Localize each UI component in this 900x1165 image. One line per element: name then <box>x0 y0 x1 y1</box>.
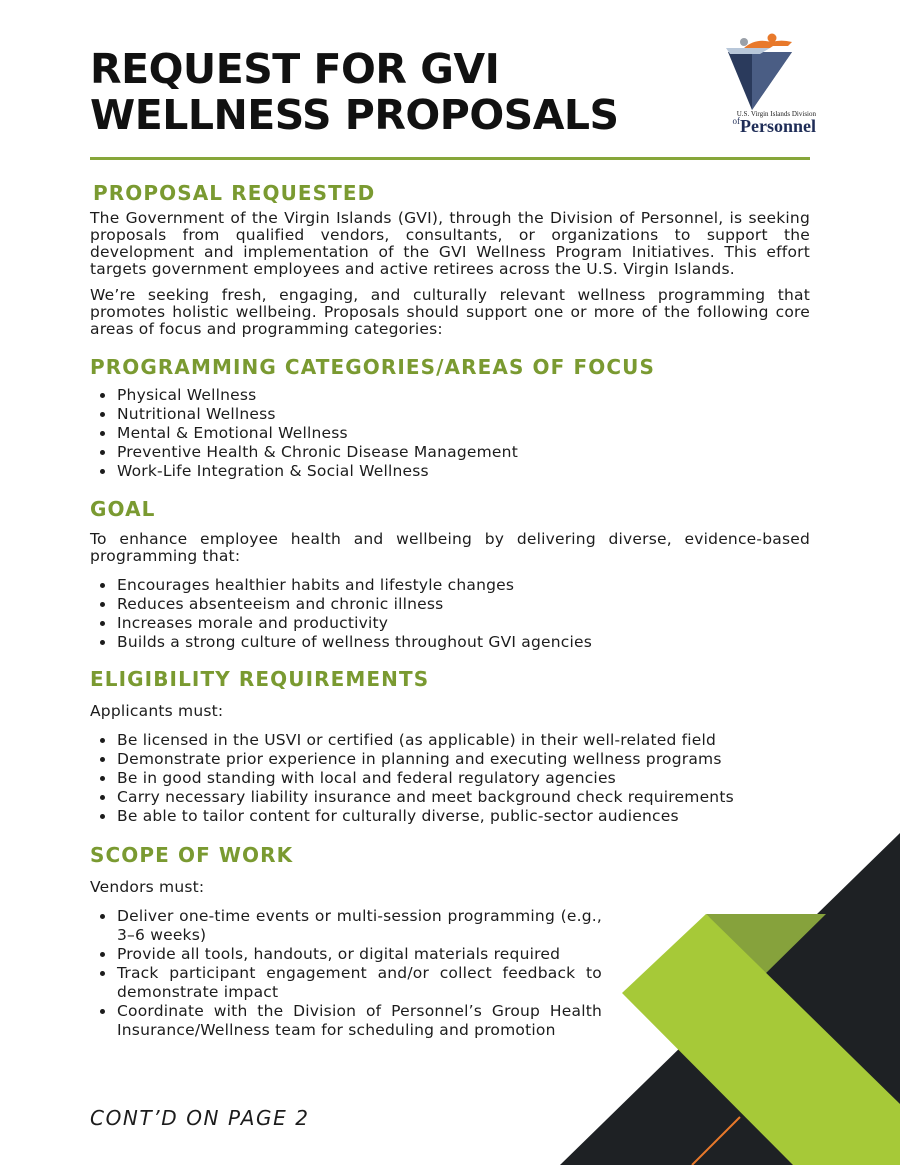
list-item: Reduces absenteeism and chronic illness <box>90 595 810 614</box>
logo-wordmark-prefix: of <box>732 116 740 126</box>
logo-subtitle: U.S. Virgin Islands Division <box>736 110 816 118</box>
section-heading-goal: GOAL <box>90 497 156 521</box>
list-item: Coordinate with the Division of Personnel’s Group Health Insurance/Wellness team for scheduling and promotion <box>90 1002 602 1040</box>
list-item: Provide all tools, handouts, or digital materials required <box>90 945 602 964</box>
list-item: Nutritional Wellness <box>90 405 810 424</box>
header-divider <box>90 157 810 160</box>
list-item: Demonstrate prior experience in planning and executing wellness programs <box>90 750 810 769</box>
list-item: Deliver one-time events or multi-session programming (e.g., 3–6 weeks) <box>90 907 602 945</box>
list-item: Carry necessary liability insurance and meet background check requirements <box>90 788 810 807</box>
section-heading-eligibility: ELIGIBILITY REQUIREMENTS <box>90 667 430 691</box>
list-item: Mental & Emotional Wellness <box>90 424 810 443</box>
goal-intro: To enhance employee health and wellbeing by delivering diverse, evidence-based programming that: <box>90 530 810 565</box>
section-heading-proposal: PROPOSAL REQUESTED <box>93 181 376 205</box>
list-item: Be licensed in the USVI or certified (as applicable) in their well-related field <box>90 731 810 750</box>
section-heading-scope: SCOPE OF WORK <box>90 843 294 867</box>
list-item: Be in good standing with local and federal regulatory agencies <box>90 769 810 788</box>
main-content <box>90 180 810 1040</box>
categories-list <box>90 386 810 481</box>
scope-intro: Vendors must: <box>90 878 205 896</box>
proposal-paragraph-1: The Government of the Virgin Islands (GVI), through the Division of Personnel, is seeking proposals from qualified vendors, consultants, or organizations to support the development and implementation of the GVI Wellness Program Initiatives. This effort targets government employees and active retirees across the U.S. Virgin Islands. <box>90 209 810 278</box>
logo-wordmark-main: Personnel <box>740 116 816 136</box>
list-item: Track participant engagement and/or collect feedback to demonstrate impact <box>90 964 602 1002</box>
list-item: Physical Wellness <box>90 386 810 405</box>
page-title-line-2: WELLNESS PROPOSALS <box>90 91 619 139</box>
list-item: Preventive Health & Chronic Disease Management <box>90 443 810 462</box>
logo-wordmark <box>702 116 816 137</box>
list-item: Be able to tailor content for culturally diverse, public-sector audiences <box>90 807 810 826</box>
list-item: Encourages healthier habits and lifestyle changes <box>90 576 810 595</box>
section-heading-categories: PROGRAMMING CATEGORIES/AREAS OF FOCUS <box>90 355 655 379</box>
proposal-paragraph-2: We’re seeking fresh, engaging, and culturally relevant wellness programming that promotes holistic wellbeing. Proposals should support one or more of the following core areas of focus and programming categories: <box>90 286 810 338</box>
page-title <box>90 46 619 138</box>
logo-emblem-icon <box>700 32 816 112</box>
page-title-line-1: REQUEST FOR GVI <box>90 45 500 93</box>
list-item: Builds a strong culture of wellness throughout GVI agencies <box>90 633 810 652</box>
eligibility-intro: Applicants must: <box>90 702 224 720</box>
continued-on-page-2-note: CONT’D ON PAGE 2 <box>90 1106 310 1130</box>
eligibility-list <box>90 731 810 826</box>
list-item: Increases morale and productivity <box>90 614 810 633</box>
list-item: Work-Life Integration & Social Wellness <box>90 462 810 481</box>
scope-list <box>90 907 602 1040</box>
division-of-personnel-logo <box>700 32 816 136</box>
goal-list <box>90 576 810 652</box>
